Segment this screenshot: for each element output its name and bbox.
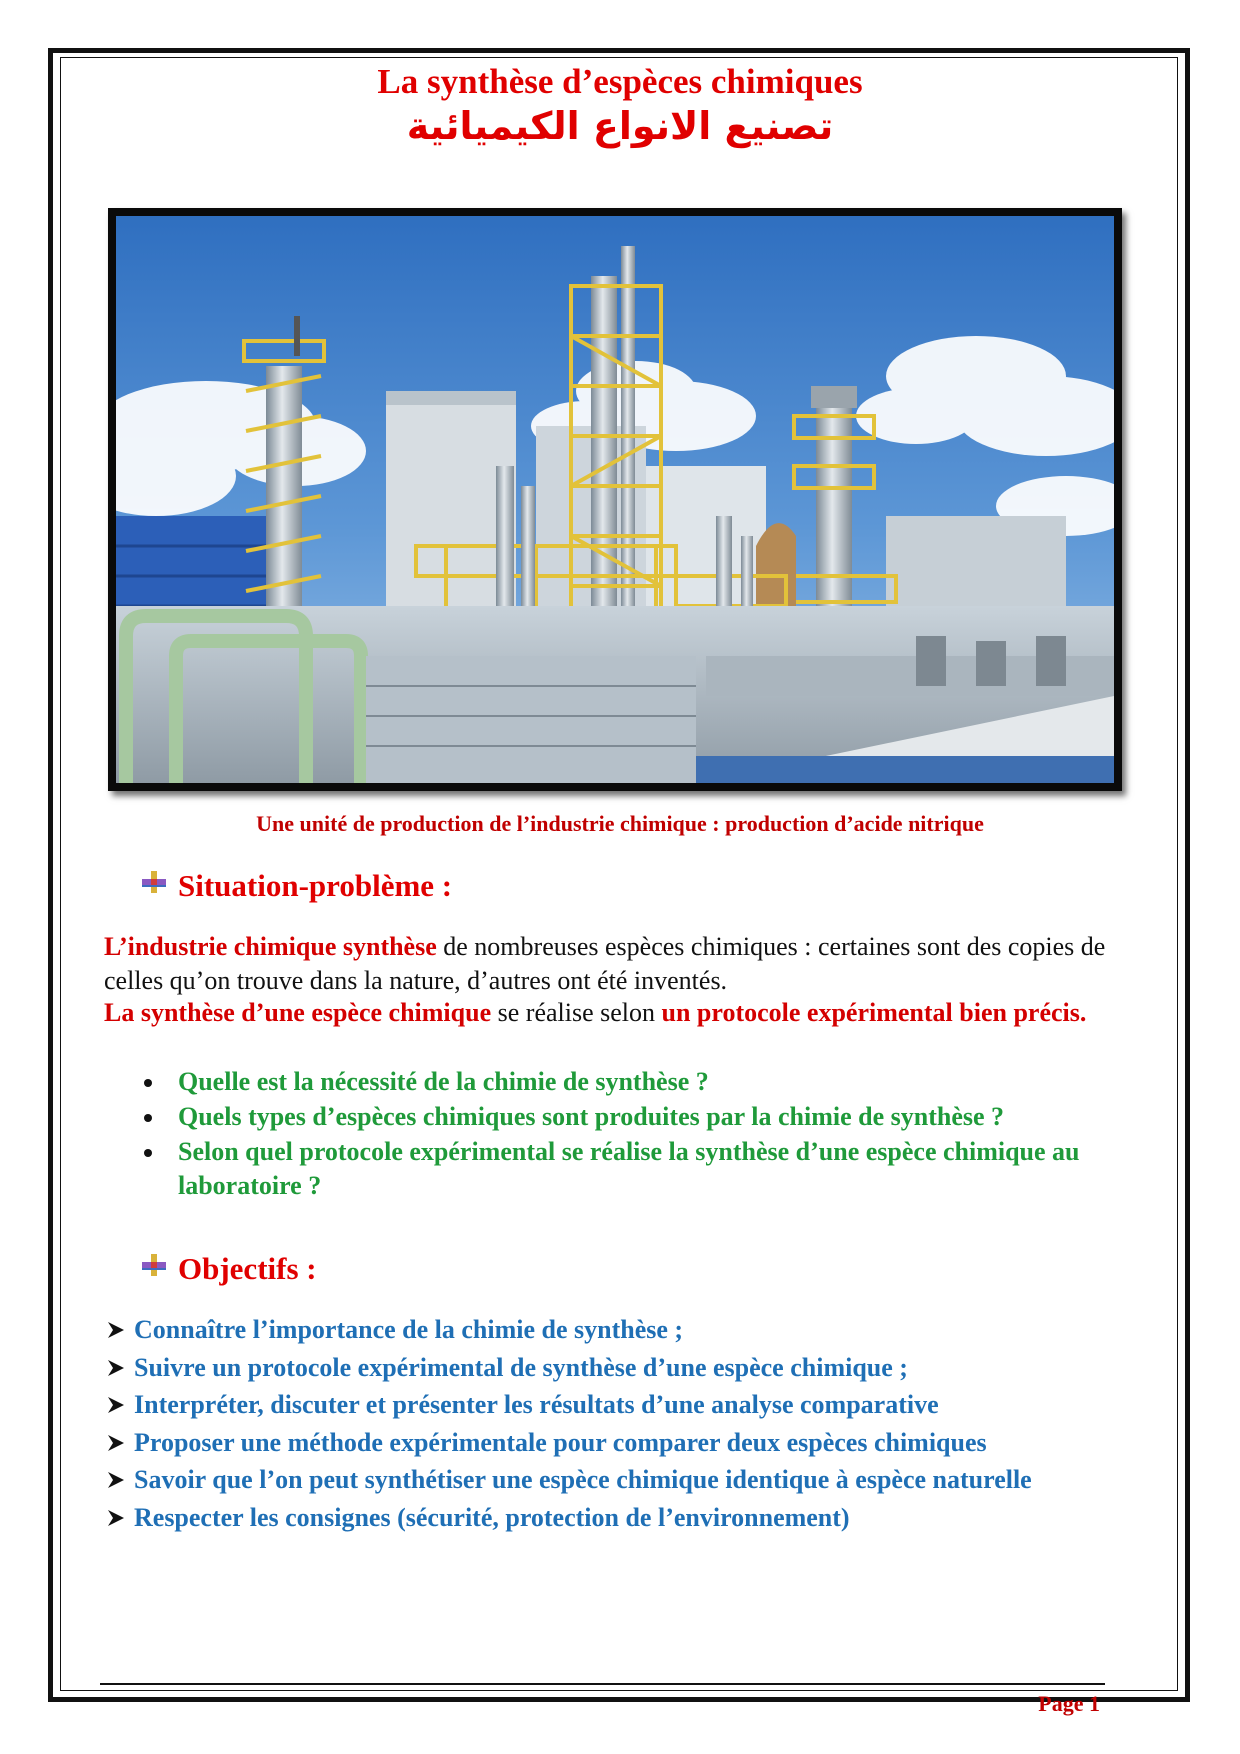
objective-text: Connaître l’importance de la chimie de synthèse ; (134, 1315, 684, 1344)
heading-situation-text: Situation-problème : (178, 868, 453, 903)
list-item (104, 1349, 1144, 1387)
list-item (140, 1100, 1130, 1134)
question-text: Quels types d’espèces chimiques sont produites par la chimie de synthèse ? (178, 1102, 1005, 1131)
question-text: Selon quel protocole expérimental se réalise la synthèse d’une espèce chimique au laboratoire ? (178, 1137, 1080, 1200)
list-item (140, 1065, 1130, 1099)
objective-text: Savoir que l’on peut synthétiser une espèce chimique identique à espèce naturelle (134, 1465, 1032, 1494)
arrow-bullet-icon (106, 1395, 126, 1415)
footer-divider (100, 1683, 1105, 1685)
question-list (140, 1065, 1130, 1204)
arrow-bullet-icon (106, 1470, 126, 1490)
objectives-list (104, 1311, 1144, 1536)
colored-cross-bullet-icon (140, 869, 168, 895)
bullet-dot-icon (144, 1149, 152, 1157)
arrow-bullet-icon (106, 1433, 126, 1453)
arrow-bullet-icon (106, 1320, 126, 1340)
situation-p2-mid: se réalise selon (491, 998, 662, 1027)
chemical-plant-photo (108, 208, 1122, 791)
objective-text: Suivre un protocole expérimental de synthèse d’une espèce chimique ; (134, 1352, 908, 1382)
list-item (104, 1311, 1144, 1349)
objective-text: Interpréter, discuter et présenter les résultats d’une analyse comparative (134, 1390, 939, 1419)
bullet-dot-icon (144, 1079, 152, 1087)
bullet-dot-icon (144, 1114, 152, 1122)
question-text: Quelle est la nécessité de la chimie de synthèse ? (178, 1067, 709, 1096)
arrow-bullet-icon (106, 1358, 126, 1378)
list-item (140, 1135, 1130, 1203)
page-number: Page 1 (1038, 1691, 1100, 1716)
heading-objectifs (140, 1250, 317, 1288)
list-item (104, 1386, 1144, 1424)
situation-p1-bold: L’industrie chimique synthèse (104, 932, 437, 961)
situation-p2-bold-1: La synthèse d’une espèce chimique (104, 998, 492, 1027)
page-title-fr: La synthèse d’espèces chimiques (377, 62, 863, 101)
page-title-ar: تصنيع الانواع الكيميائية (406, 104, 834, 148)
situation-p2-bold-2: un protocole expérimental bien précis. (661, 998, 1087, 1027)
list-item (104, 1461, 1144, 1499)
figure-caption: Une unité de production de l’industrie chimique : production d’acide nitrique (256, 811, 984, 836)
situation-paragraph-1 (104, 930, 1124, 998)
situation-paragraph-2 (104, 996, 1124, 1030)
objective-text: Proposer une méthode expérimentale pour comparer deux espèces chimiques (134, 1427, 987, 1457)
arrow-bullet-icon (106, 1508, 126, 1528)
objective-text: Respecter les consignes (sécurité, protection de l’environnement) (134, 1502, 850, 1532)
list-item (104, 1499, 1144, 1537)
heading-objectifs-text: Objectifs : (178, 1251, 317, 1286)
heading-situation (140, 867, 452, 905)
list-item (104, 1424, 1144, 1462)
situation-p1-rest: de nombreuses espèces chimiques : certaines sont des copies de celles qu’on trouve dans la nature, d’autres ont été inventés. (104, 932, 1106, 995)
chemical-plant-illustration (116, 216, 1114, 783)
colored-cross-bullet-icon (140, 1252, 168, 1278)
